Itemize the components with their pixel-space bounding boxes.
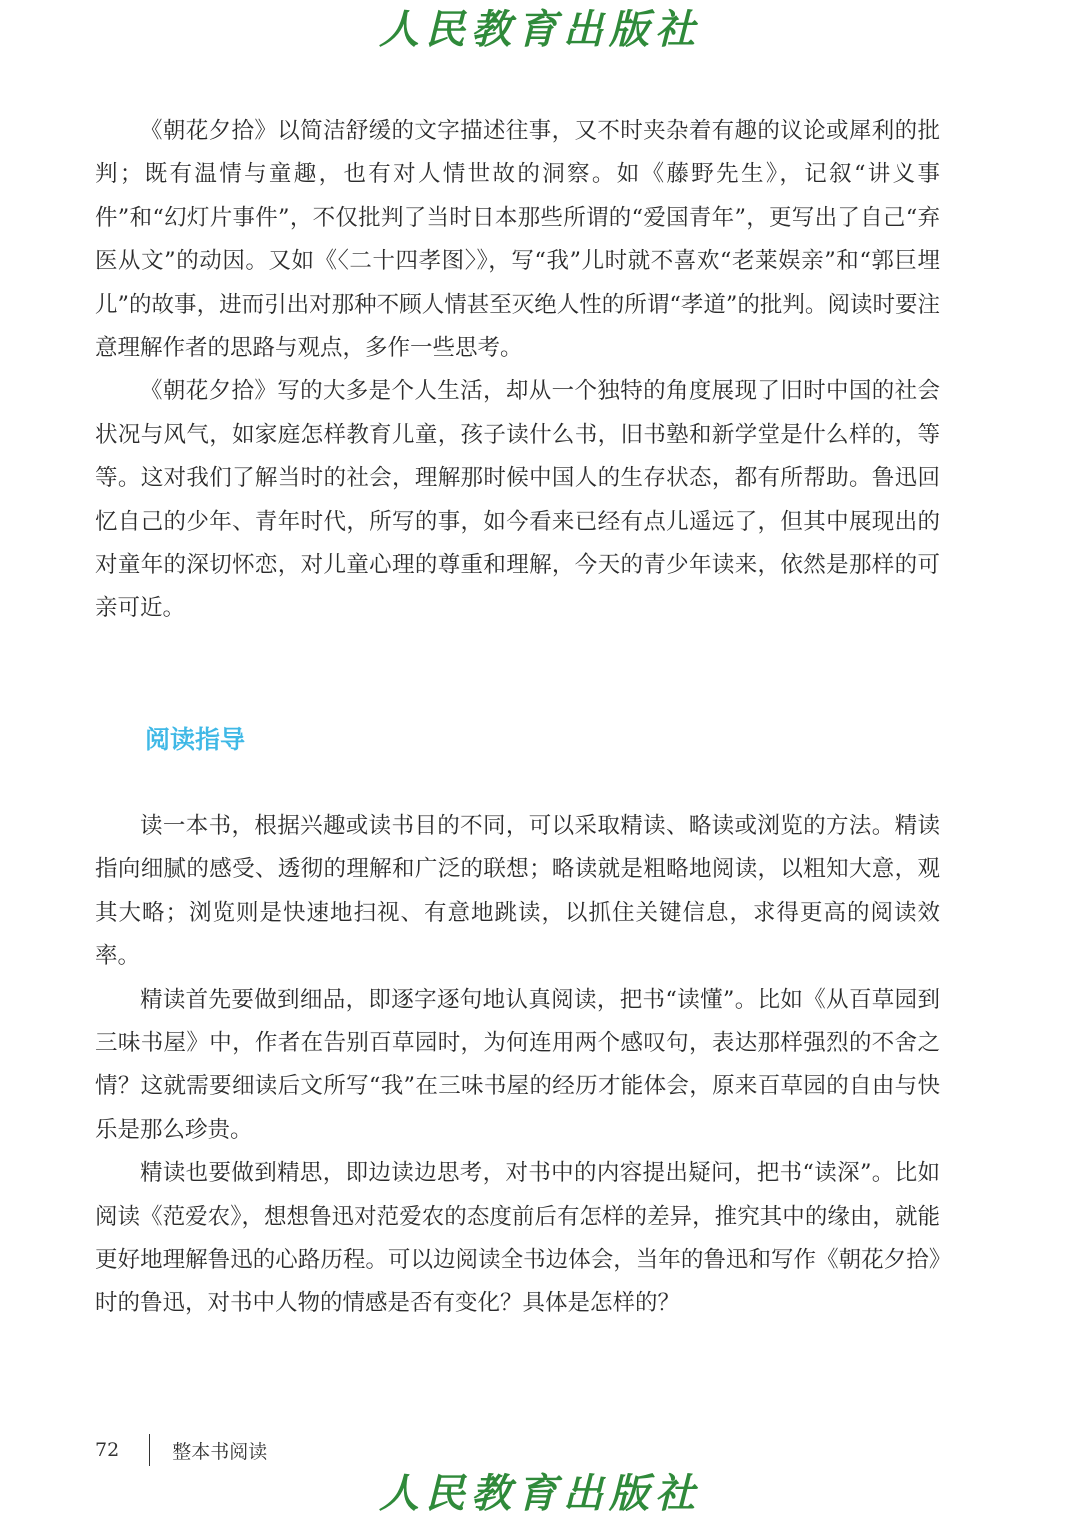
body-text-bottom <box>95 805 940 1326</box>
paragraph: 精读也要做到精思，即边读边思考，对书中的内容提出疑问，把书“读深”。比如阅读《范爱农》，想想鲁迅对范爱农的态度前后有怎样的差异，推究其中的缘由，就能更好地理解鲁迅的心路历程。可以边阅读全书边体会，当年的鲁迅和写作《朝花夕拾》时的鲁迅，对书中人物的情感是否有变化？具体是怎样的？ <box>95 1160 940 1317</box>
section-heading: 阅读指导 <box>145 725 246 754</box>
page-footer <box>95 1432 267 1468</box>
publisher-watermark-top: 人民教育出版社 <box>379 6 701 53</box>
paragraph: 精读首先要做到细品，即逐字逐句地认真阅读，把书“读懂”。比如《从百草园到三味书屋》中，作者在告别百草园时，为何连用两个感叹句，表达那样强烈的不舍之情？这就需要细读后文所写“我”在三味书屋的经历才能体会，原来百草园的自由与快乐是那么珍贵。 <box>95 986 940 1143</box>
footer-divider <box>149 1434 150 1466</box>
publisher-watermark-bottom: 人民教育出版社 <box>379 1470 701 1517</box>
paragraph: 《朝花夕拾》写的大多是个人生活，却从一个独特的角度展现了旧时中国的社会状况与风气，如家庭怎样教育儿童，孩子读什么书，旧书塾和新学堂是什么样的，等等。这对我们了解当时的社会，理解那时候中国人的生存状态，都有所帮助。鲁迅回忆自己的少年、青年时代，所写的事，如今看来已经有点儿遥远了，但其中展现出的对童年的深切怀恋，对儿童心理的尊重和理解，今天的青少年读来，依然是那样的可亲可近。 <box>95 378 940 622</box>
body-text-top <box>95 110 940 631</box>
paragraph: 《朝花夕拾》以简洁舒缓的文字描述往事，又不时夹杂着有趣的议论或犀利的批判；既有温情与童趣，也有对人情世故的洞察。如《藤野先生》，记叙“讲义事件”和“幻灯片事件”，不仅批判了当时日本那些所谓的“爱国青年”，更写出了自己“弃医从文”的动因。又如《〈二十四孝图〉》，写“我”儿时就不喜欢“老莱娱亲”和“郭巨埋儿”的故事，进而引出对那种不顾人情甚至灭绝人性的所谓“孝道”的批判。阅读时要注意理解作者的思路与观点，多作一些思考。 <box>95 118 940 362</box>
book-title: 整本书阅读 <box>172 1440 268 1463</box>
page-number: 72 <box>95 1439 120 1461</box>
paragraph: 读一本书，根据兴趣或读书目的不同，可以采取精读、略读或浏览的方法。精读指向细腻的感受、透彻的理解和广泛的联想；略读就是粗略地阅读，以粗知大意，观其大略；浏览则是快速地扫视、有意地跳读，以抓住关键信息，求得更高的阅读效率。 <box>95 813 940 970</box>
